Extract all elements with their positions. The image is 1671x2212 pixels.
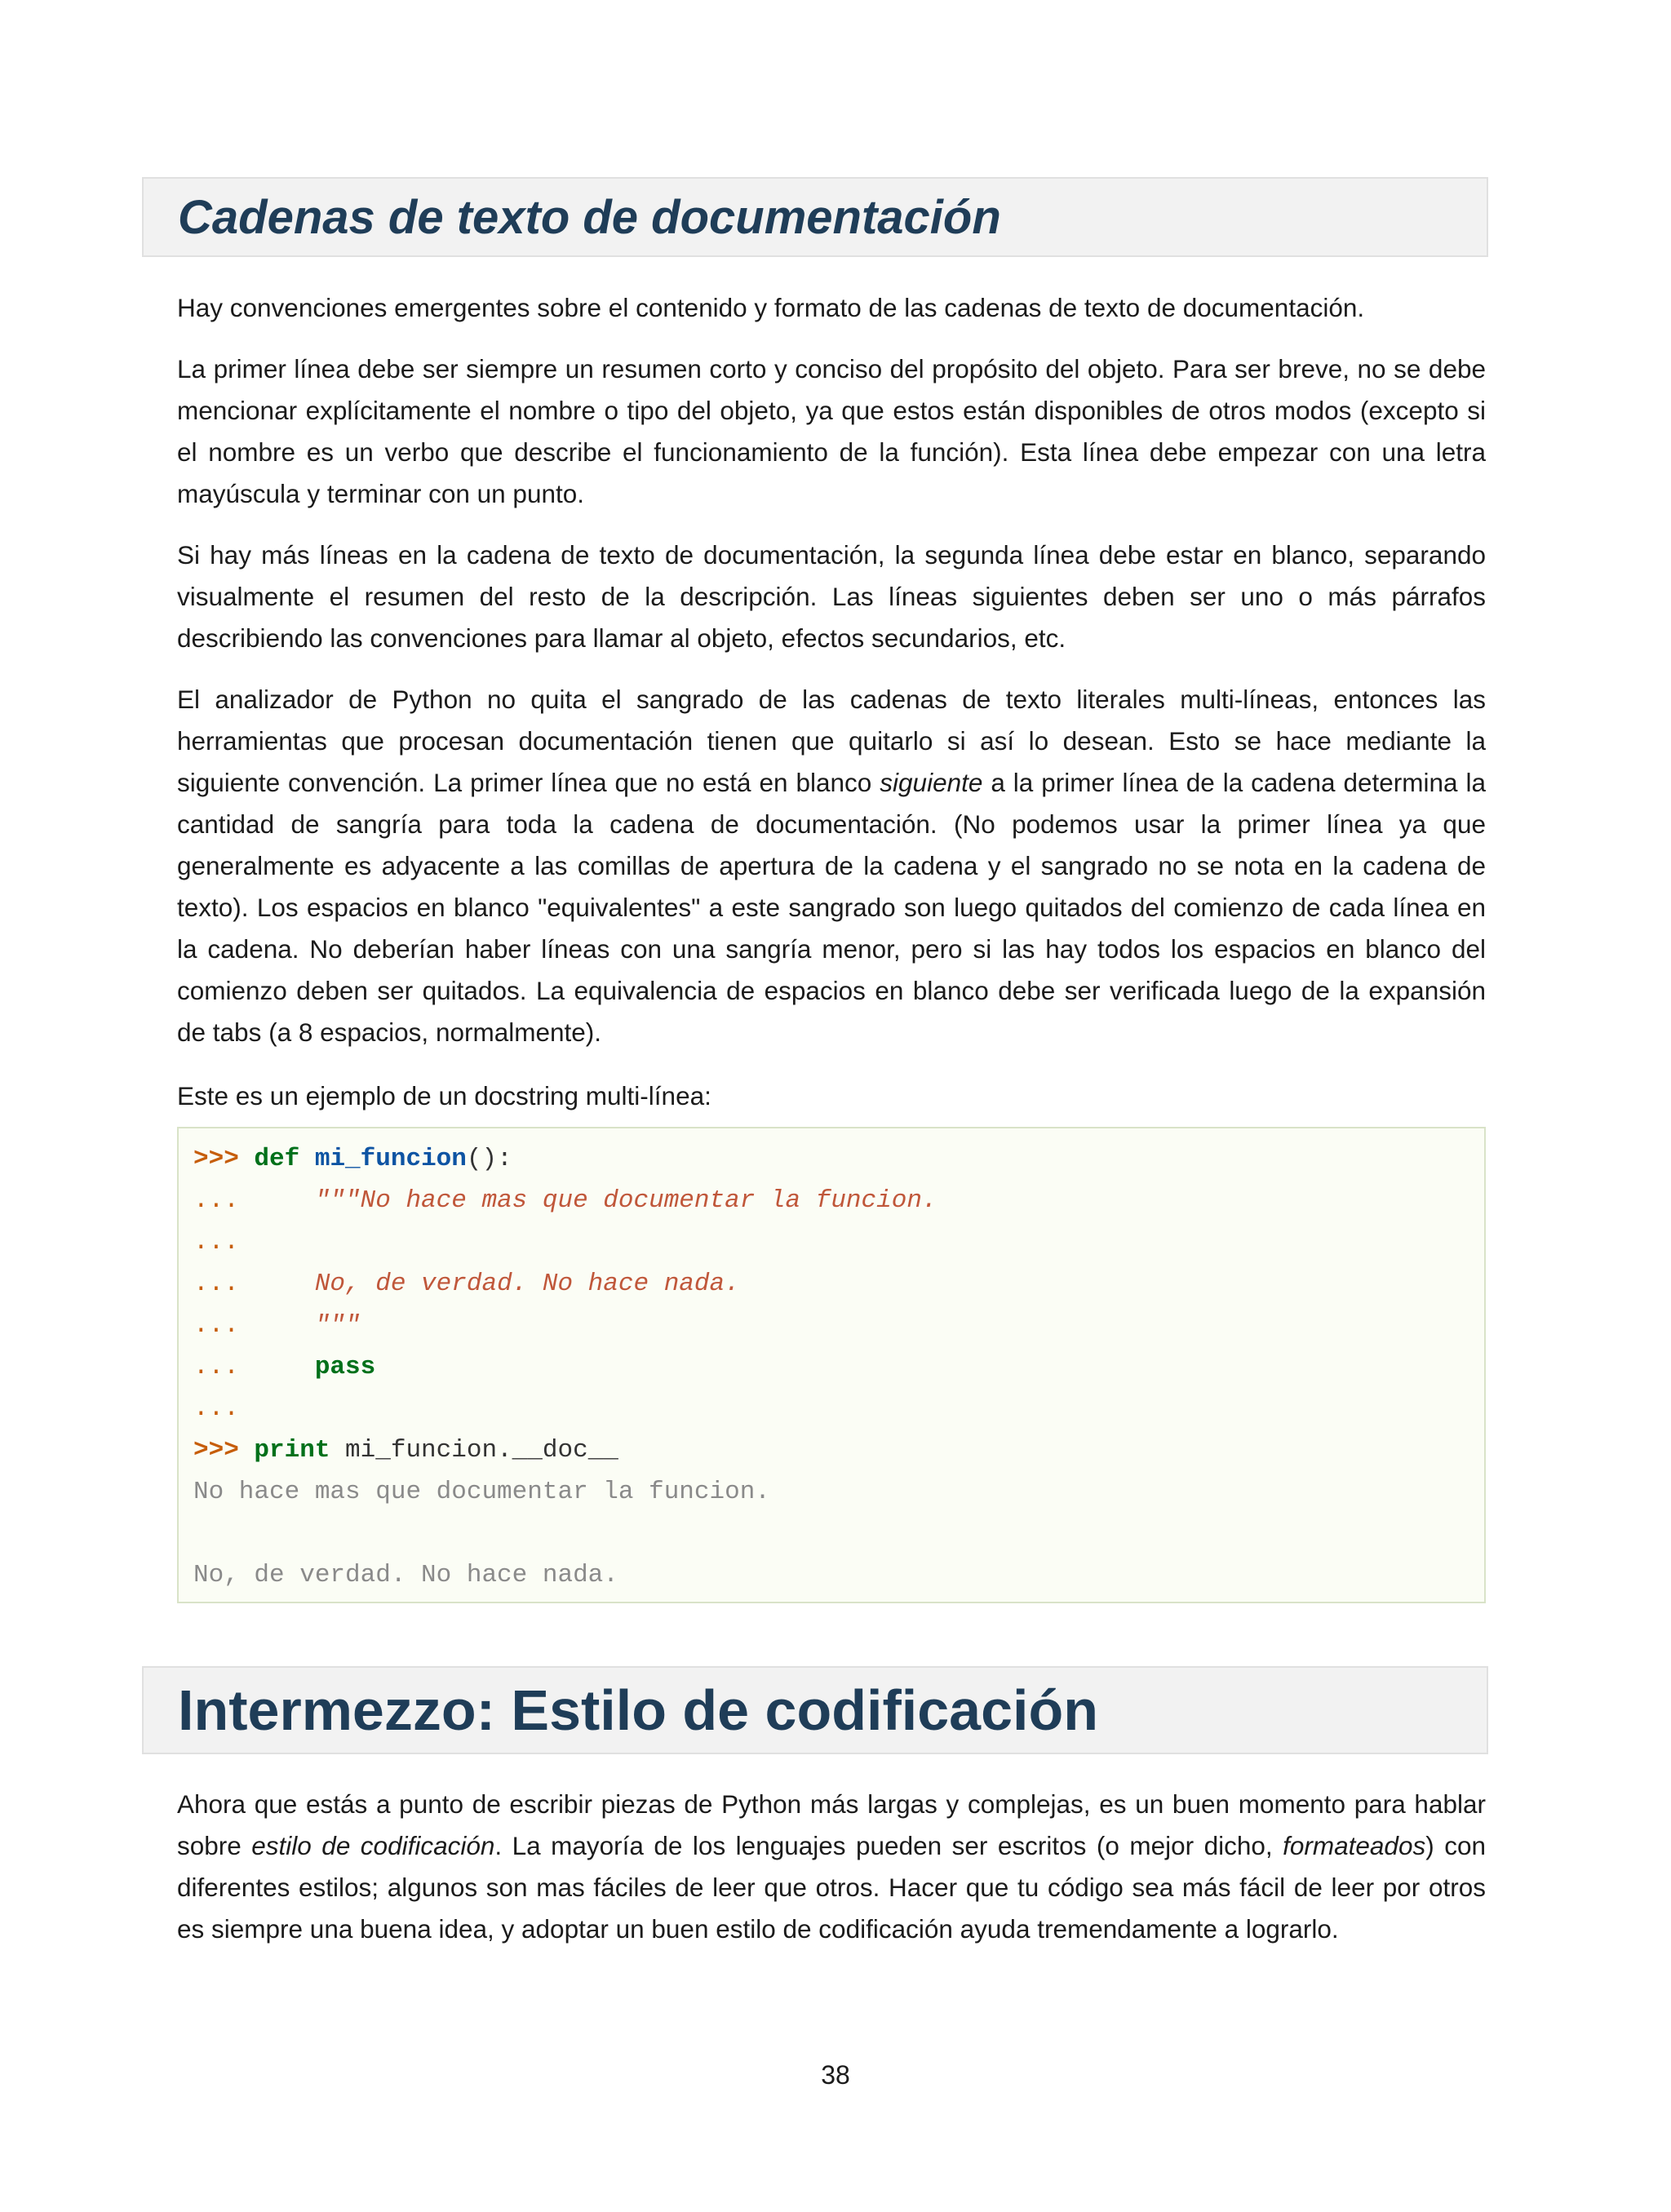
section-title-coding-style: Intermezzo: Estilo de codificación [178,1678,1098,1742]
code-listing [193,1138,937,1596]
section-heading-box-coding-style [142,1666,1488,1754]
code-token-kw: print [254,1436,330,1465]
code-token-cont: ... [193,1270,315,1298]
code-line [193,1180,937,1221]
paragraph-text: Ahora que estás a punto de escribir piezas de Python más largas y complejas, es un buen momento para hablar sobre [177,1789,1486,1860]
emphasized-text: siguiente [880,768,983,797]
code-token-punct: mi_funcion.__doc__ [330,1436,618,1465]
code-line [193,1221,937,1263]
emphasized-text: estilo de codificación [251,1831,495,1860]
code-token-out: No, de verdad. No hace nada. [193,1561,618,1589]
paragraph [177,679,1486,1053]
code-token-kw: def [254,1145,300,1173]
page-number: 38 [821,2060,850,2090]
emphasized-text: formateados [1283,1831,1426,1860]
code-token-str: """No hace mas que documentar la funcion. [314,1186,937,1215]
paragraph [177,287,1486,329]
paragraph-text: El analizador de Python no quita el sangrado de las cadenas de texto literales multi-líneas, entonces las herramientas que procesan documentación tienen que quitarlo si así lo desean. Esto se hace mediante la siguiente convención. La primer línea que no está en blanco [177,685,1486,797]
section-heading-box-docstrings [142,177,1488,257]
paragraph [177,534,1486,659]
section-title-docstrings: Cadenas de texto de documentación [178,190,1001,244]
paragraph-text: a la primer línea de la cadena determina la cantidad de sangría para toda la cadena de documentación. (No podemos usar la primer línea ya que generalmente es adyacente a las comillas de apertura de la cadena y el sangrado no se nota en la cadena de texto). Los espacios en blanco "equivalentes" a este sangrado son luego quitados del comienzo de cada línea en la cadena. No deberían haber líneas con una sangría menor, pero si las hay todos los espacios en blanco del comienzo deben ser quitados. La equivalencia de espacios en blanco debe ser verificada luego de la expansión de tabs (a 8 espacios, normalmente). [177,768,1486,1047]
coding-style-body [177,1784,1486,1970]
paragraph-text: . La mayoría de los lenguajes pueden ser escritos (o mejor dicho, [494,1831,1283,1860]
code-token-cont: ... [193,1311,315,1340]
paragraph-text: ) con diferentes estilos; algunos son mas fáciles de leer que otros. Hacer que tu código sea más fácil de leer por otros es siempre una buena idea, y adoptar un buen estilo de codificación ayuda tremendamente a lograrlo. [177,1831,1486,1944]
code-line [193,1346,937,1388]
code-intro-text: Este es un ejemplo de un docstring multi-línea: [177,1081,711,1110]
paragraph-text: Hay convenciones emergentes sobre el contenido y formato de las cadenas de texto de documentación. [177,293,1365,322]
code-token-punct: (): [466,1145,512,1173]
code-line [193,1554,937,1596]
code-token-fn: mi_funcion [314,1145,467,1173]
code-line [193,1388,937,1430]
paragraph [177,1784,1486,1950]
code-token-str: """ [314,1311,361,1340]
paragraph-text: Si hay más líneas en la cadena de texto de documentación, la segunda línea debe estar en blanco, separando visualmente el resumen del resto de la descripción. Las líneas siguientes deben ser uno o más párrafos describiendo las convenciones para llamar al objeto, efectos secundarios, etc. [177,540,1486,653]
code-line [193,1263,937,1305]
code-token-prompt: >>> [193,1145,255,1173]
code-token-str: No, de verdad. No hace nada. [314,1270,740,1298]
code-line [193,1305,937,1346]
code-token-out: No hace mas que documentar la funcion. [193,1478,770,1506]
code-token-cont: ... [193,1228,239,1257]
code-line [193,1138,937,1180]
paragraph-text: La primer línea debe ser siempre un resumen corto y conciso del propósito del objeto. Para ser breve, no se debe mencionar explícitamente el nombre o tipo del objeto, ya que estos están disponibles de otros modos (excepto si el nombre es un verbo que describe el funcionamiento de la función). Esta línea debe empezar con una letra mayúscula y terminar con un punto. [177,354,1486,508]
code-token-cont: ... [193,1186,315,1215]
code-token-prompt: >>> [193,1436,255,1465]
code-token-kw: pass [314,1353,376,1381]
paragraph [177,348,1486,515]
code-line [193,1513,937,1554]
code-token-cont: ... [193,1353,315,1381]
code-line [193,1471,937,1513]
code-token-punct [299,1145,315,1173]
code-line [193,1430,937,1471]
docstrings-body [177,287,1486,1073]
code-token-cont: ... [193,1394,239,1423]
code-example-block [177,1127,1486,1603]
